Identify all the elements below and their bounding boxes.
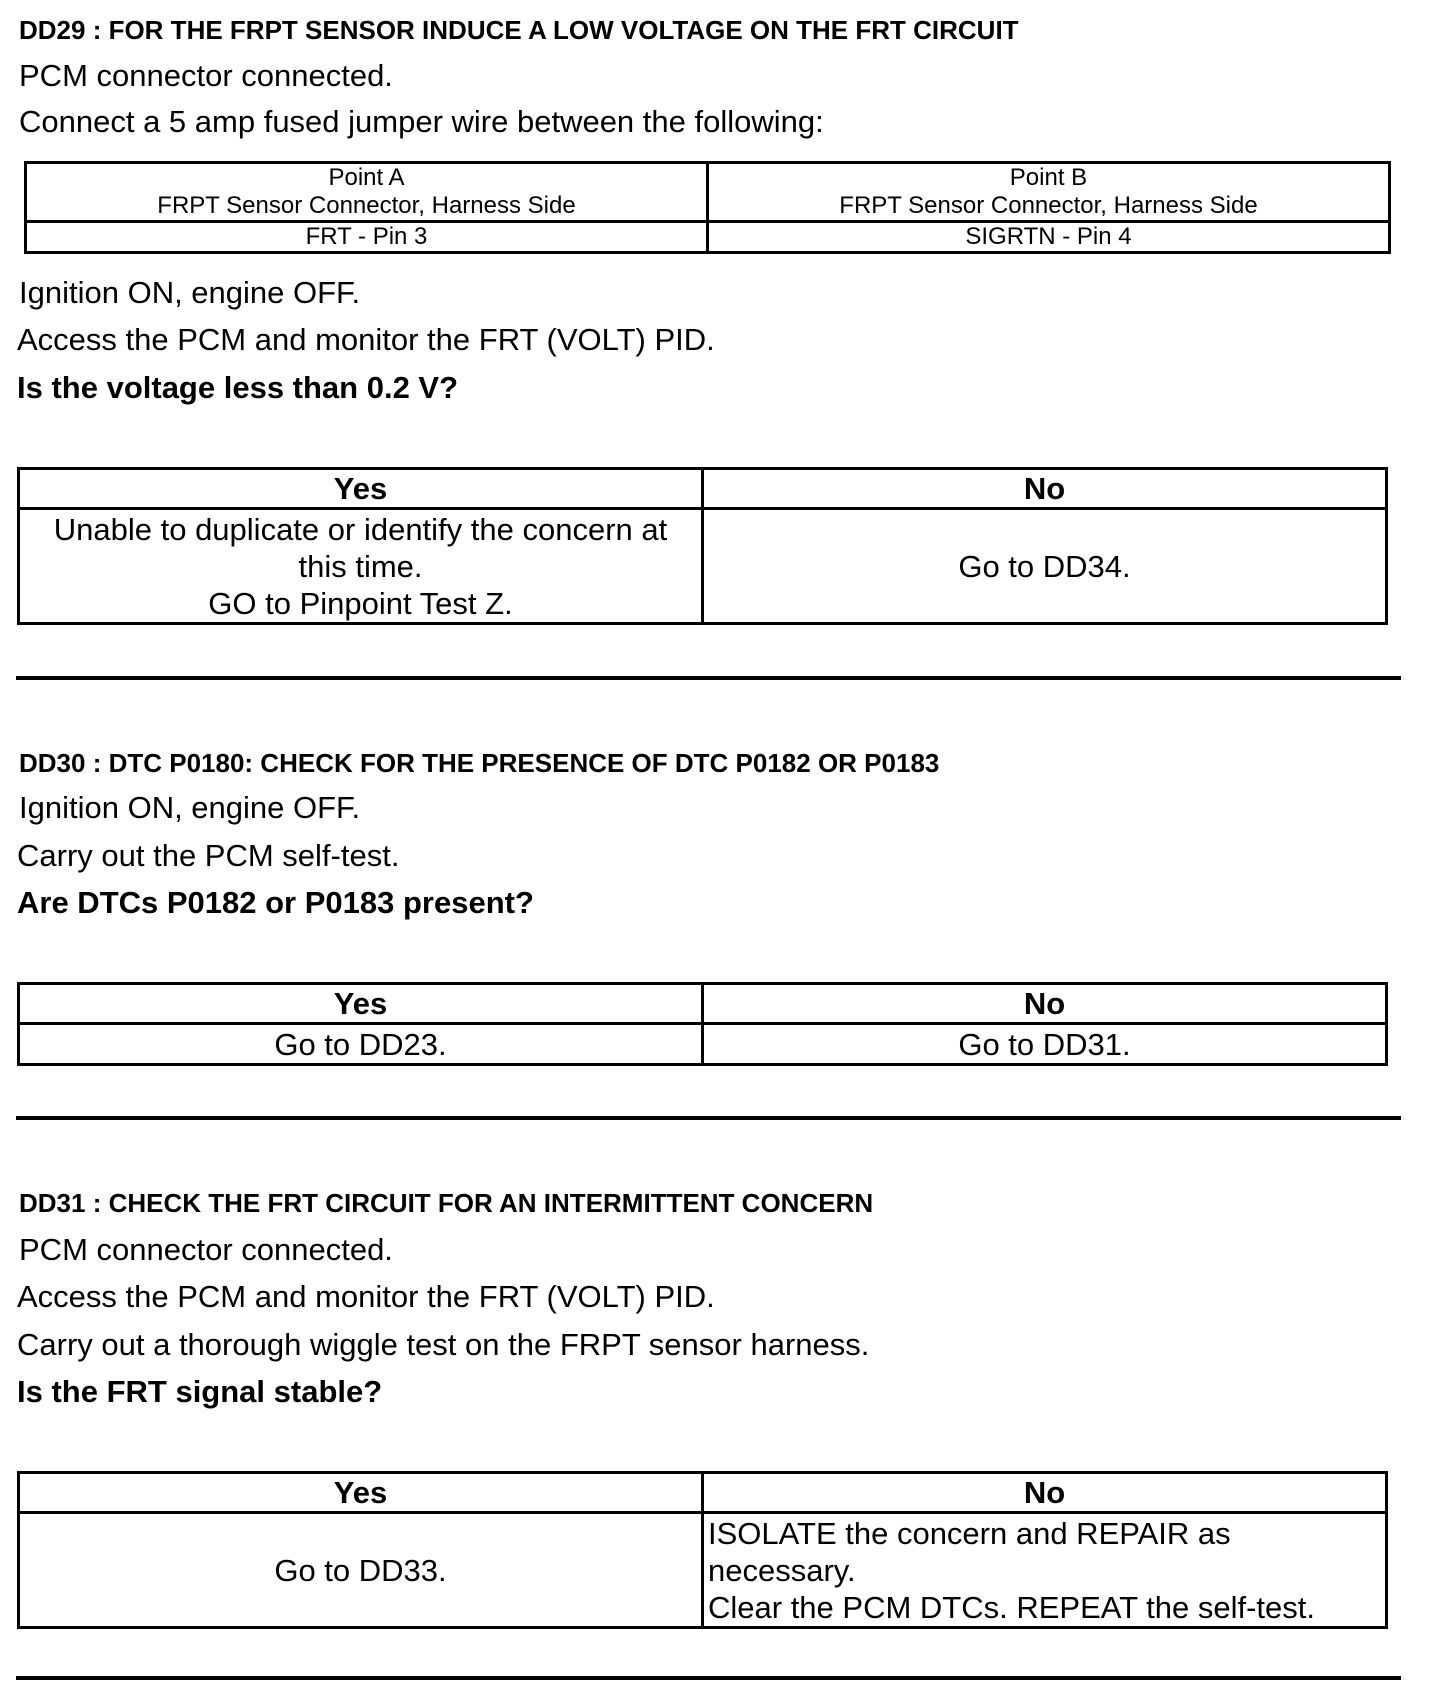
- dd30-step-1: Ignition ON, engine OFF.: [19, 790, 361, 825]
- section-divider: [16, 1116, 1401, 1120]
- dd29-answer-table: [17, 467, 1388, 625]
- section-divider: [16, 676, 1401, 680]
- yes-line-1: Unable to duplicate or identify the concern at: [53, 511, 668, 547]
- point-a-title: Point A: [328, 164, 405, 191]
- dd29-step-2: Connect a 5 amp fused jumper wire between the following:: [19, 104, 824, 139]
- point-b-subtitle: FRPT Sensor Connector, Harness Side: [839, 192, 1258, 219]
- dd29-step-3: Ignition ON, engine OFF.: [19, 275, 361, 310]
- yes-cell: Go to DD23.: [19, 1024, 703, 1065]
- no-cell: [703, 1513, 1387, 1628]
- no-cell: Go to DD34.: [703, 509, 1387, 624]
- wire-table-header-row: [26, 163, 1390, 222]
- answer-header-row: [19, 1473, 1387, 1513]
- dd30-answer-table: [17, 982, 1388, 1066]
- no-header: No: [703, 469, 1387, 509]
- point-b-title: Point B: [1009, 164, 1088, 191]
- no-line-1: ISOLATE the concern and REPAIR as: [708, 1515, 1231, 1551]
- no-cell: Go to DD31.: [703, 1024, 1387, 1065]
- no-header: No: [703, 1473, 1387, 1513]
- yes-line-3: GO to Pinpoint Test Z.: [208, 585, 513, 621]
- dd29-question: Is the voltage less than 0.2 V?: [17, 370, 459, 405]
- answer-row: [19, 1513, 1387, 1628]
- dd30-step-2: Carry out the PCM self-test.: [17, 838, 400, 873]
- point-a-value: FRT - Pin 3: [26, 222, 708, 253]
- dd31-step-1: PCM connector connected.: [19, 1232, 393, 1267]
- dd29-step-1: PCM connector connected.: [19, 58, 393, 93]
- yes-cell: [19, 509, 703, 624]
- no-line-2: necessary.: [708, 1552, 856, 1588]
- answer-header-row: [19, 984, 1387, 1024]
- no-line-3: Clear the PCM DTCs. REPEAT the self-test.: [708, 1589, 1315, 1625]
- yes-cell: Go to DD33.: [19, 1513, 703, 1628]
- answer-row: [19, 509, 1387, 624]
- dd29-step-4: Access the PCM and monitor the FRT (VOLT) PID.: [17, 322, 715, 357]
- dd29-heading: DD29 : FOR THE FRPT SENSOR INDUCE A LOW VOLTAGE ON THE FRT CIRCUIT: [19, 15, 1019, 45]
- wire-table-row: [26, 222, 1390, 253]
- point-b-value: SIGRTN - Pin 4: [708, 222, 1390, 253]
- no-header: No: [703, 984, 1387, 1024]
- dd31-answer-table: [17, 1471, 1388, 1629]
- yes-header: Yes: [19, 984, 703, 1024]
- yes-line-2: this time.: [298, 548, 423, 584]
- dd31-question: Is the FRT signal stable?: [17, 1374, 383, 1409]
- yes-header: Yes: [19, 469, 703, 509]
- dd30-question: Are DTCs P0182 or P0183 present?: [17, 885, 534, 920]
- yes-header: Yes: [19, 1473, 703, 1513]
- dd31-step-2: Access the PCM and monitor the FRT (VOLT) PID.: [17, 1279, 715, 1314]
- dd30-heading: DD30 : DTC P0180: CHECK FOR THE PRESENCE OF DTC P0182 OR P0183: [19, 748, 940, 778]
- section-divider: [16, 1676, 1401, 1680]
- dd31-heading: DD31 : CHECK THE FRT CIRCUIT FOR AN INTERMITTENT CONCERN: [19, 1188, 874, 1218]
- dd31-step-3: Carry out a thorough wiggle test on the FRPT sensor harness.: [17, 1327, 870, 1362]
- point-a-subtitle: FRPT Sensor Connector, Harness Side: [157, 192, 576, 219]
- point-a-header: [26, 163, 708, 222]
- point-b-header: [708, 163, 1390, 222]
- dd29-wire-table: [24, 161, 1391, 254]
- answer-row: [19, 1024, 1387, 1065]
- answer-header-row: [19, 469, 1387, 509]
